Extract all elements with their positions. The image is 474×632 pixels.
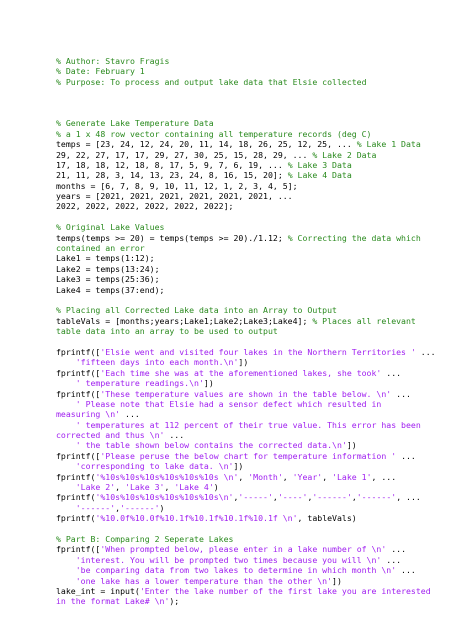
comment-text: % Date: February 1 [56, 66, 145, 77]
code-text: fprintf([ [56, 450, 101, 461]
code-text: ]) [203, 378, 214, 389]
comment-text: % Lake 3 Data [287, 159, 352, 170]
code-text: fprintf([ [56, 367, 101, 378]
code-line [56, 472, 470, 482]
code-text: , [115, 482, 126, 493]
code-line [56, 368, 470, 378]
blank-line [56, 295, 470, 305]
string-literal: ' temperatures at 112 percent of their true value. This error has been [75, 419, 421, 430]
code-line [56, 77, 470, 87]
code-text [56, 482, 76, 492]
code-line [56, 150, 470, 160]
string-literal: 'Please peruse the below chart for temperature information ' [100, 450, 397, 461]
string-literal: 'interest. You will be prompted two times because you will \n' [75, 554, 382, 565]
code-text [56, 555, 76, 565]
string-literal: 'one lake has a lower temperature than the other \n' [75, 575, 333, 586]
code-line [56, 253, 470, 263]
code-line [56, 56, 470, 66]
string-literal: 'Enter the lake number of the first lake you are interested [139, 585, 431, 596]
code-line [56, 160, 470, 170]
code-text: tableVals = [months;years;Lake1;Lake2;Lake3;Lake4]; [56, 315, 313, 326]
comment-text: % Purpose: To process and output lake data that Elsie collected [56, 76, 367, 87]
comment-text: % Part B: Comparing 2 Seperate Lakes [56, 533, 234, 544]
code-text: , [272, 492, 278, 503]
code-line [56, 586, 470, 596]
code-text [56, 378, 76, 388]
code-text: , [322, 471, 333, 482]
string-literal: 'Year' [292, 471, 323, 482]
string-literal: '-----' [238, 492, 273, 503]
code-line [56, 430, 470, 440]
code-text: fprintf([ [56, 346, 101, 357]
string-literal: 'Lake 1' [332, 471, 372, 482]
code-text: , [164, 482, 175, 493]
code-line [56, 243, 470, 253]
code-text: Lake1 = temps(1:12); [56, 253, 155, 264]
string-literal: 'be comparing data from two lakes to determine in which month \n' [75, 565, 397, 576]
code-text: ... [396, 565, 416, 576]
code-line [56, 274, 470, 284]
code-text: Lake2 = temps(13:24); [56, 263, 160, 274]
code-text: ) [213, 482, 219, 493]
code-text: ... [120, 409, 140, 420]
comment-text: % Correcting the data which [287, 232, 421, 243]
comment-text: table data into an array to be used to output [56, 326, 278, 337]
code-text: ) [159, 502, 165, 513]
string-literal: 'Month' [248, 471, 283, 482]
string-literal: 'Elsie went and visited four lakes in the Northern Territories ' [100, 346, 416, 357]
code-text: fprintf( [56, 492, 96, 503]
code-line [56, 492, 470, 502]
code-text: ... [164, 430, 185, 441]
code-line [56, 285, 470, 295]
code-text: ... [381, 554, 402, 565]
code-line [56, 503, 470, 513]
code-line [56, 347, 470, 357]
code-text: fprintf( [56, 513, 96, 524]
string-literal: 'When prompted below, please enter in a lake number of \n' [100, 544, 387, 555]
code-text: lake_int = input( [56, 585, 140, 596]
code-line [56, 389, 470, 399]
code-text: , [307, 492, 313, 503]
string-literal: 'These temperature values are shown in the table below. \n' [100, 388, 392, 399]
code-text: , ... [371, 471, 397, 482]
code-line [56, 451, 470, 461]
string-literal: ' the table shown below contains the corrected data.\n' [75, 440, 347, 451]
string-literal: corrected and thus \n' [56, 430, 165, 441]
blank-line [56, 337, 470, 347]
code-text: 17, 18, 18, 12, 18, 8, 17, 5, 9, 7, 6, 19, ... [56, 159, 288, 170]
code-text: ... [381, 367, 402, 378]
string-literal: '------' [75, 502, 116, 513]
blank-line [56, 87, 470, 97]
code-text: , [282, 471, 293, 482]
code-line [56, 129, 470, 139]
code-line [56, 576, 470, 586]
code-line [56, 534, 470, 544]
code-line [56, 461, 470, 471]
code-text [56, 440, 76, 450]
string-literal: '------' [120, 502, 160, 513]
string-literal: measuring \n' [56, 409, 121, 420]
code-line [56, 181, 470, 191]
code-line [56, 233, 470, 243]
comment-text: % Lake 4 Data [287, 170, 352, 181]
string-literal: 'Lake 4' [174, 482, 214, 493]
code-line [56, 305, 470, 315]
code-text: , ... [396, 492, 421, 503]
code-text: fprintf( [56, 471, 96, 482]
code-text: 2022, 2022, 2022, 2022, 2022, 2022]; [56, 201, 234, 212]
code-text [56, 576, 76, 586]
code-listing [56, 56, 470, 607]
code-text: ); [169, 596, 180, 607]
code-line [56, 409, 470, 419]
code-text: ... [391, 388, 411, 399]
code-line [56, 555, 470, 565]
comment-text: % Original Lake Values [56, 222, 165, 233]
comment-text: % Generate Lake Temperature Data [56, 118, 214, 129]
code-line [56, 326, 470, 336]
code-text: fprintf([ [56, 388, 101, 399]
code-text [56, 399, 76, 409]
string-literal: 'Lake 2' [75, 482, 116, 493]
comment-text: % Lake 2 Data [312, 149, 377, 160]
code-line [56, 357, 470, 367]
string-literal: 'corresponding to lake data. \n' [75, 461, 234, 472]
code-line [56, 170, 470, 180]
blank-line [56, 108, 470, 118]
blank-line [56, 212, 470, 222]
code-text: ]) [346, 440, 357, 451]
code-text: ... [415, 346, 436, 357]
code-line [56, 513, 470, 523]
code-text: , tableVals) [297, 513, 357, 524]
string-literal: in the format Lake# \n' [56, 596, 170, 607]
code-line [56, 222, 470, 232]
code-text [56, 357, 76, 367]
code-line [56, 482, 470, 492]
code-text: years = [2021, 2021, 2021, 2021, 2021, 2021, ... [56, 191, 293, 202]
code-text: ... [386, 544, 406, 555]
code-text: ]) [332, 575, 342, 586]
code-text: temps(temps >= 20) = temps(temps >= 20)./1.12; [56, 232, 288, 243]
string-literal: ' Please note that Elsie had a sensor defect which resulted in [75, 398, 382, 409]
string-literal: 'fifteen days into each month.\n' [75, 357, 239, 368]
code-text: months = [6, 7, 8, 9, 10, 11, 12, 1, 2, 3, 4, 5]; [56, 180, 298, 191]
string-literal: '------' [356, 492, 397, 503]
string-literal: '%10.0f%10.0f%10.1f%10.1f%10.1f%10.1f \n' [95, 513, 298, 524]
string-literal: 'Each time she was at the aforementioned lakes, she took' [100, 367, 382, 378]
code-text: fprintf([ [56, 544, 101, 555]
code-text: , [351, 492, 357, 503]
code-line [56, 118, 470, 128]
code-line [56, 544, 470, 554]
comment-text: contained an error [56, 243, 145, 254]
code-text: temps = [23, 24, 12, 24, 20, 11, 14, 18, 26, 25, 12, 25, ... [56, 139, 357, 150]
code-text: 21, 11, 28, 3, 14, 13, 23, 24, 8, 16, 15, 20]; [56, 170, 288, 181]
code-line [56, 378, 470, 388]
code-line [56, 191, 470, 201]
code-text: , [238, 471, 249, 482]
string-literal: '------' [312, 492, 352, 503]
string-literal: 'Lake 3' [125, 482, 165, 493]
code-line [56, 596, 470, 606]
comment-text: % Places all relevant [312, 315, 416, 326]
code-line [56, 420, 470, 430]
code-text: 29, 22, 27, 17, 17, 29, 27, 30, 25, 15, 28, 29, ... [56, 149, 313, 160]
comment-text: % Placing all Corrected Lake data into an Array to Output [56, 305, 337, 316]
code-text [56, 420, 76, 430]
blank-line [56, 524, 470, 534]
code-text: ... [396, 450, 416, 461]
string-literal: ' temperature readings.\n' [75, 378, 204, 389]
code-text [56, 565, 76, 575]
code-text [56, 461, 76, 471]
code-line [56, 399, 470, 409]
comment-text: % Author: Stavro Fragis [56, 56, 170, 66]
code-line [56, 565, 470, 575]
comment-text: % a 1 x 48 row vector containing all temperature records (deg C) [56, 128, 372, 139]
code-line [56, 316, 470, 326]
code-text: ]) [238, 357, 249, 368]
code-text: ]) [233, 461, 244, 472]
string-literal: '----' [277, 492, 308, 503]
code-text: Lake4 = temps(37:end); [56, 284, 165, 295]
code-line [56, 201, 470, 211]
string-literal: '%10s%10s%10s%10s%10s%10s\n' [95, 492, 234, 503]
string-literal: '%10s%10s%10s%10s%10s%10s \n' [95, 471, 239, 482]
code-text: , [115, 502, 121, 513]
code-line [56, 66, 470, 76]
code-text: Lake3 = temps(25:36); [56, 274, 160, 285]
code-line [56, 440, 470, 450]
code-line [56, 264, 470, 274]
comment-text: % Lake 1 Data [356, 139, 421, 150]
blank-line [56, 98, 470, 108]
code-text [56, 503, 76, 513]
code-line [56, 139, 470, 149]
code-text: , [233, 492, 239, 503]
